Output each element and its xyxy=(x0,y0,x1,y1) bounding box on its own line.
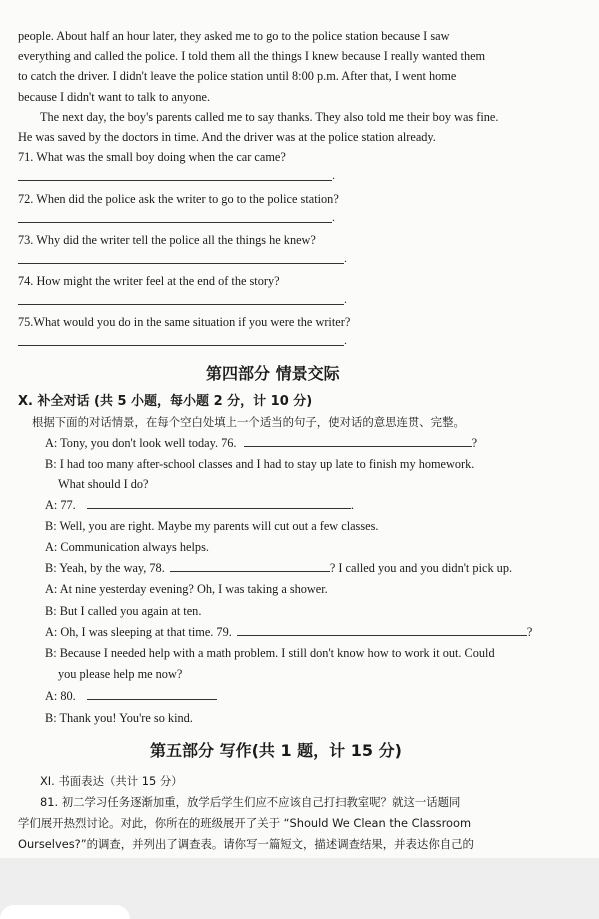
blank-76[interactable] xyxy=(244,435,472,447)
answer-period: . xyxy=(344,292,347,306)
dialogue-line-80 xyxy=(45,688,217,704)
part5-section-heading: XI. 书面表达（共计 15 分） xyxy=(40,774,183,788)
blank-80[interactable] xyxy=(87,688,217,700)
dialogue-line: B: Well, you are right. Maybe my parents will cut out a few classes. xyxy=(45,519,379,533)
dialogue-line: A: At nine yesterday evening? Oh, I was taking a shower. xyxy=(45,582,328,596)
blank-79[interactable] xyxy=(237,624,527,636)
dialogue-line: you please help me now? xyxy=(58,667,183,681)
dialogue-text: A: 80. xyxy=(45,689,76,703)
dialogue-line: A: Communication always helps. xyxy=(45,540,209,554)
q81-line-3: Ourselves?”的调查，并列出了调查表。请你写一篇短文，描述调查结果，并表达你自己的 xyxy=(18,837,474,851)
blank-77[interactable] xyxy=(87,497,351,509)
dialogue-text: A: Oh, I was sleeping at that time. 79. xyxy=(45,625,232,639)
part5-title: 第五部分 写作(共 1 题，计 15 分) xyxy=(150,741,402,760)
dialogue-line-77 xyxy=(45,497,354,513)
dialogue-text: B: Yeah, by the way, 78. xyxy=(45,561,165,575)
dialogue-line-78 xyxy=(45,560,512,576)
part4-section-heading: X. 补全对话 (共 5 小题，每小题 2 分，计 10 分) xyxy=(18,394,313,409)
question-72: 72. When did the police ask the writer to go to the police station? xyxy=(18,192,339,206)
answer-period: . xyxy=(344,251,347,265)
passage-line-2: everything and called the police. I told them all the things I knew because I really wanted them xyxy=(18,49,486,63)
answer-line-71[interactable] xyxy=(18,180,332,181)
part4-instruction: 根据下面的对话情景，在每个空白处填上一个适当的句子，使对话的意思连贯、完整。 xyxy=(32,415,465,429)
answer-period: . xyxy=(344,333,347,347)
dialogue-line: B: I had too many after-school classes and I had to stay up late to finish my homework. xyxy=(45,457,475,471)
period: . xyxy=(350,498,354,512)
passage-line-1: people. About half an hour later, they asked me to go to the police station because I saw xyxy=(18,29,450,43)
dialogue-line: B: Because I needed help with a math problem. I still don't know how to work it out. Could xyxy=(45,646,495,660)
viewer-bottom-tab[interactable] xyxy=(0,905,130,919)
dialogue-text: A: Tony, you don't look well today. 76. xyxy=(45,436,237,450)
answer-period: . xyxy=(332,168,335,182)
dialogue-line: What should I do? xyxy=(58,477,149,491)
dialogue-text: ? I called you and you didn't pick up. xyxy=(329,561,513,575)
blank-78[interactable] xyxy=(170,560,330,572)
q81-line-1: 81. 初二学习任务逐渐加重，放学后学生们应不应该自己打扫教室呢？就这一话题同 xyxy=(40,795,461,809)
passage-line-4: because I didn't want to talk to anyone. xyxy=(18,90,211,104)
answer-line-72[interactable] xyxy=(18,222,332,223)
answer-line-73[interactable] xyxy=(18,263,344,264)
passage-line-5: The next day, the boy's parents called me to say thanks. They also told me their boy was fine. xyxy=(40,110,499,124)
part4-title: 第四部分 情景交际 xyxy=(206,364,340,383)
answer-period: . xyxy=(332,210,335,224)
dialogue-text: A: 77. xyxy=(45,498,76,512)
answer-line-74[interactable] xyxy=(18,304,344,305)
dialogue-line: B: But I called you again at ten. xyxy=(45,604,202,618)
question-mark: ? xyxy=(526,625,533,639)
answer-line-75[interactable] xyxy=(18,345,344,346)
dialogue-line: B: Thank you! You're so kind. xyxy=(45,711,193,725)
question-74: 74. How might the writer feel at the end of the story? xyxy=(18,274,280,288)
dialogue-line-76 xyxy=(45,435,477,451)
dialogue-line-79 xyxy=(45,624,532,640)
passage-line-3: to catch the driver. I didn't leave the police station until 8:00 p.m. After that, I went home xyxy=(18,69,457,83)
question-mark: ? xyxy=(471,436,478,450)
q81-line-2: 学们展开热烈讨论。对此，你所在的班级展开了关于 “Should We Clean the Classroom xyxy=(18,816,472,830)
passage-line-6: He was saved by the doctors in time. And the driver was at the police station already. xyxy=(18,130,436,144)
question-73: 73. Why did the writer tell the police all the things he knew? xyxy=(18,233,316,247)
question-75: 75.What would you do in the same situation if you were the writer? xyxy=(18,315,351,329)
question-71: 71. What was the small boy doing when the car came? xyxy=(18,150,286,164)
